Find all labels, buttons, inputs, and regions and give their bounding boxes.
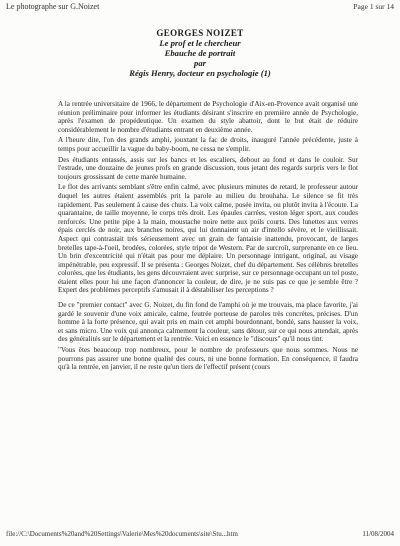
article-by-line: par (194, 58, 206, 68)
paragraph: Le flot des arrivants semblant s'être enfin calmé, avec plusieurs minutes de retard, le professeur autour duquel les autres étaient assemblés prit la parole au milieu du brouhaha. Le silence se fit très rapidement. Pas seulement à cause des chuts. La voix calme, posée invita, ou plutôt invita à l'écoute. La quarantaine, de taille moyenne, le corps très droit. Les épaules carrées, veston léger sport, aux coudes renforcés. Une petite pipe à la main, moustache noire nette aux poils courts. Des lunettes aux verres épais cerclés de noir, aux branches noires, qui lui donnaient un air d'intello sévère, et le vieillissait. Aspect qui contrastait très sérieusement avec un grain de fantaisie inattendu, provocant, de larges bretelles tape-à-l'oeil, brodées, colorées, style tripot de Western. Par de surcroît, surprenante en ce lieu. Un brin d'excentricité qui n'était pas pour me déplaire. Un personnage intrigant, original, au visage impénétrable, peu expressif. Il se présenta : Georges Noizet, chef du département. Ses célèbres bretelles colorées, que les étudiants, les gens découvraient avec surprise, sur ce personnage occupant un tel poste, étaient elles pour lui une façon d'annoncer la couleur, de dire, je ne suis pas ce que je semble être ? Expert des problèmes perceptifs s'amusait il à déstabiliser les perceptions ? (58, 183, 358, 295)
paragraph: A l'heure dite, l'on des grands amphi, jouxtant la fac de droits, inauguré l'année précédente, juste à temps pour accueillir la vague du baby-boom, ne cessa ne s'emplir. (58, 136, 358, 153)
paragraph: Des étudiants entassés, assis sur les bancs et les escaliers, debout au fond et dans le couloir. Sur l'estrade, une douzaine de jeunes profs en grande discussion, tous jetant des regards surpris vers le flot toujours grossissant de cette marée humaine. (58, 155, 358, 181)
print-header (6, 2, 394, 14)
paragraph: A la rentrée universitaire de 1966, le département de Psychologie d'Aix-en-Provence avait organisé une réunion préliminaire pour informer les étudiants désirant s'inscrire en première année de Psychologie, après l'examen de propédeutique. Un examen du style abattoir, dont le but était de réduire considérablement le nombre d'étudiants entrant en deuxième année. (58, 100, 358, 134)
paragraph: "Vous êtes beaucoup trop nombreux, pour le nombre de professeurs que nous sommes. Nous ne pourrons pas assurer une bonne qualité des cours, ni une bonne formation. En conséquence, il faudra qu'à la rentrée, en janvier, il ne reste qu'un tiers de l'effectif présent (cours (58, 346, 358, 372)
header-document-title: Le photographe sur G.Noizet (6, 2, 100, 11)
article-subtitle-1: Le prof et le chercheur (159, 38, 241, 48)
article-subject-name: GEORGES NOIZET (156, 28, 244, 38)
footer-file-path: file://C:\Documents%20and%20Settings\Valerie\Mes%20documents\site\Stu...htm (6, 530, 238, 538)
article-subtitle-2: Ebauche de portrait (164, 48, 236, 58)
header-page-number: Page 1 sur 14 (353, 2, 394, 11)
paragraph: De ce "premier contact" avec G. Noizet, du fin fond de l'amphi où je me trouvais, ma place favorite, j'ai gardé le souvenir d'une voix amicale, calme, feutrée porteuse de paroles très concrètes, précises. D'un homme à la forte présence, qui avait pris en main cet amphi bourdonnant, bondé, sans hausser la voix, et sans micro. Une voix qui annonça calmement la couleur, sans détour, sur ce qui nous attendait, après des généralités sur le département et la rentrée. Voici en essence le "discours" qu'il nous tint. (58, 301, 358, 344)
article-body (58, 100, 358, 374)
article-title-block (40, 28, 360, 78)
footer-date: 11/08/2004 (362, 530, 394, 538)
article-author: Régis Henry, docteur en psychologie (1) (129, 68, 271, 78)
print-footer (6, 530, 394, 540)
